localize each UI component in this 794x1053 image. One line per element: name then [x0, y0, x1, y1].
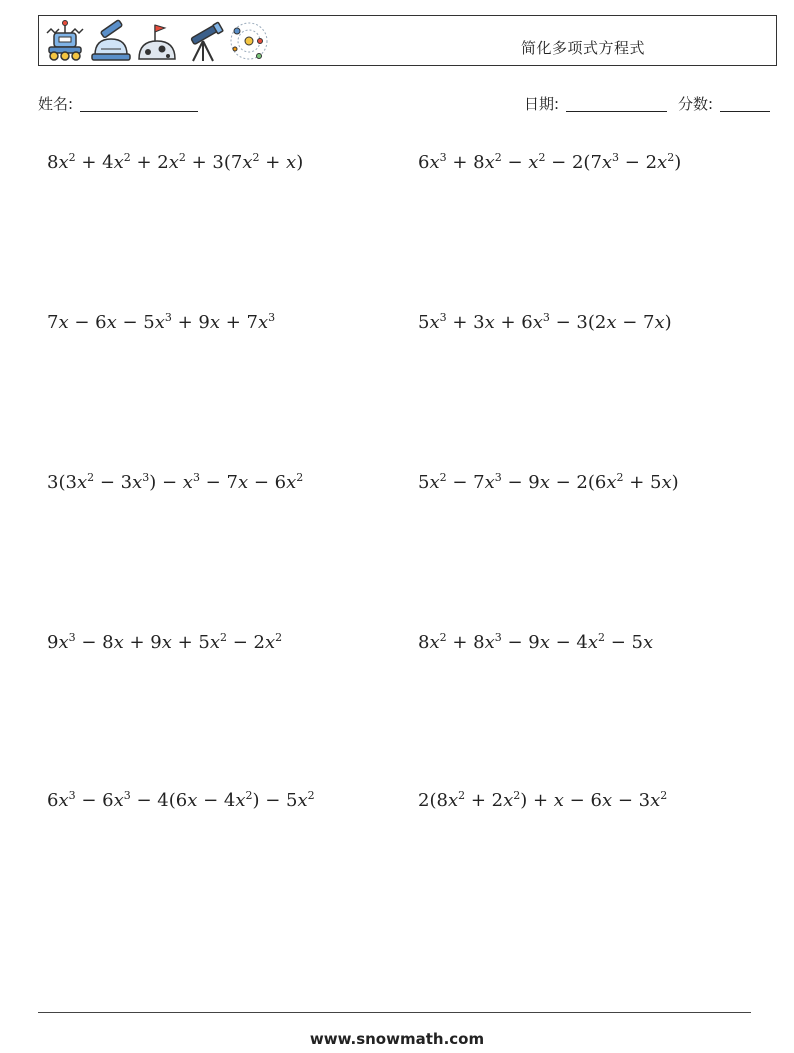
- expression-text: + 9: [123, 632, 162, 653]
- exponent: 3: [268, 311, 276, 324]
- variable: x: [429, 312, 440, 333]
- exponent: 3: [439, 311, 447, 324]
- expression-text: − 9: [501, 632, 540, 653]
- exponent: 2: [660, 789, 668, 802]
- variable: x: [113, 790, 124, 811]
- expression-text: + 2: [130, 152, 169, 173]
- exponent: 2: [252, 151, 260, 164]
- expression-text: − 7: [616, 312, 655, 333]
- exponent: 2: [245, 789, 253, 802]
- exponent: 3: [542, 311, 550, 324]
- expression-text: 6: [47, 790, 59, 811]
- expression-text: − 3: [612, 790, 651, 811]
- expression-text: + 6: [494, 312, 533, 333]
- expression-text: − 4: [549, 632, 588, 653]
- exponent: 2: [87, 471, 95, 484]
- expression-text: − 6: [248, 472, 287, 493]
- variable: x: [237, 472, 249, 493]
- exponent: 2: [275, 631, 283, 644]
- variable: x: [182, 472, 193, 493]
- expression-text: +: [259, 152, 287, 173]
- expression-text: + 9: [171, 312, 210, 333]
- exponent: 3: [68, 789, 76, 802]
- problem-3: [47, 312, 275, 333]
- variable: x: [484, 632, 495, 653]
- expression-text: ): [296, 152, 304, 173]
- exponent: 3: [142, 471, 150, 484]
- variable: x: [643, 632, 654, 653]
- expression-text: + 4: [75, 152, 114, 173]
- expression-text: + 2: [465, 790, 504, 811]
- exponent: 3: [494, 631, 502, 644]
- telescope-icon: [181, 19, 225, 63]
- variable: x: [106, 312, 117, 333]
- variable: x: [587, 632, 599, 653]
- worksheet-header: [38, 15, 777, 66]
- expression-text: − 5: [116, 312, 155, 333]
- variable: x: [661, 472, 672, 493]
- exponent: 2: [439, 631, 447, 644]
- expression-text: + 5: [623, 472, 662, 493]
- expression-text: − 5: [605, 632, 644, 653]
- expression-text: −: [501, 152, 529, 173]
- variable: x: [76, 472, 88, 493]
- variable: x: [429, 472, 440, 493]
- variable: x: [484, 152, 495, 173]
- variable: x: [447, 790, 459, 811]
- name-blank[interactable]: [80, 111, 198, 112]
- variable: x: [187, 790, 198, 811]
- exponent: 2: [538, 151, 546, 164]
- variable: x: [528, 152, 539, 173]
- exponent: 2: [296, 471, 304, 484]
- problem-9: [47, 790, 315, 811]
- problem-6: [418, 472, 679, 493]
- exponent: 2: [667, 151, 675, 164]
- expression-text: ) +: [520, 790, 554, 811]
- expression-text: − 4(6: [130, 790, 188, 811]
- exponent: 2: [598, 631, 606, 644]
- variable: x: [258, 312, 269, 333]
- expression-text: 3(3: [47, 472, 77, 493]
- expression-text: 9: [47, 632, 59, 653]
- exponent: 3: [192, 471, 200, 484]
- name-label: 姓名:: [38, 95, 74, 113]
- expression-text: − 8: [75, 632, 114, 653]
- expression-text: ) −: [149, 472, 183, 493]
- exponent: 2: [220, 631, 228, 644]
- variable: x: [657, 152, 668, 173]
- expression-text: + 7: [220, 312, 259, 333]
- expression-text: − 2(7: [545, 152, 602, 173]
- expression-text: 5: [418, 312, 430, 333]
- exponent: 3: [439, 151, 447, 164]
- expression-text: 8: [47, 152, 59, 173]
- score-label: 分数:: [678, 95, 714, 113]
- exponent: 3: [123, 789, 131, 802]
- expression-text: 2(8: [418, 790, 448, 811]
- problem-10: [418, 790, 667, 811]
- exponent: 2: [178, 151, 186, 164]
- exponent: 3: [164, 311, 172, 324]
- variable: x: [484, 472, 495, 493]
- exponent: 2: [616, 471, 624, 484]
- footer-divider: [38, 1012, 751, 1013]
- exponent: 2: [494, 151, 502, 164]
- worksheet-title: 简化多项式方程式: [521, 39, 646, 57]
- variable: x: [539, 472, 550, 493]
- variable: x: [532, 312, 543, 333]
- variable: x: [429, 632, 440, 653]
- variable: x: [154, 312, 165, 333]
- variable: x: [265, 632, 276, 653]
- expression-text: + 8: [446, 152, 485, 173]
- variable: x: [297, 790, 308, 811]
- variable: x: [553, 790, 564, 811]
- variable: x: [168, 152, 179, 173]
- expression-text: − 3(2: [549, 312, 607, 333]
- variable: x: [484, 312, 495, 333]
- variable: x: [235, 790, 246, 811]
- problem-7: [47, 632, 282, 653]
- variable: x: [58, 632, 69, 653]
- expression-text: ): [664, 312, 672, 333]
- variable: x: [242, 152, 253, 173]
- problem-5: [47, 472, 303, 493]
- exponent: 2: [307, 789, 315, 802]
- score-blank[interactable]: [720, 111, 770, 112]
- expression-text: − 2: [619, 152, 658, 173]
- robot-rover-icon: [43, 19, 87, 63]
- solar-system-icon: [227, 19, 271, 63]
- expression-text: + 5: [171, 632, 210, 653]
- expression-text: − 4: [197, 790, 236, 811]
- exponent: 3: [612, 151, 620, 164]
- expression-text: ): [671, 472, 679, 493]
- expression-text: − 6: [68, 312, 107, 333]
- variable: x: [161, 632, 172, 653]
- variable: x: [58, 312, 69, 333]
- footer-url: www.snowmath.com: [309, 1030, 485, 1048]
- expression-text: − 2: [227, 632, 266, 653]
- expression-text: 8: [418, 632, 430, 653]
- expression-text: − 9: [501, 472, 540, 493]
- exponent: 2: [439, 471, 447, 484]
- expression-text: − 6: [75, 790, 114, 811]
- variable: x: [429, 152, 440, 173]
- expression-text: 5: [418, 472, 430, 493]
- problem-4: [418, 312, 672, 333]
- exponent: 3: [494, 471, 502, 484]
- variable: x: [601, 152, 613, 173]
- expression-text: − 2(6: [549, 472, 607, 493]
- expression-text: 7: [47, 312, 59, 333]
- problem-1: [47, 152, 303, 173]
- problem-2: [418, 152, 681, 173]
- expression-text: ): [674, 152, 682, 173]
- variable: x: [58, 152, 69, 173]
- expression-text: + 3(7: [185, 152, 243, 173]
- expression-text: + 3: [446, 312, 485, 333]
- expression-text: − 3: [94, 472, 133, 493]
- variable: x: [132, 472, 143, 493]
- variable: x: [539, 632, 550, 653]
- variable: x: [650, 790, 661, 811]
- problem-8: [418, 632, 653, 653]
- date-blank[interactable]: [566, 111, 667, 112]
- variable: x: [606, 312, 617, 333]
- telescope-dome-icon: [89, 19, 133, 63]
- variable: x: [209, 312, 221, 333]
- variable: x: [654, 312, 665, 333]
- expression-text: 6: [418, 152, 430, 173]
- expression-text: ) − 5: [252, 790, 298, 811]
- expression-text: − 7: [446, 472, 485, 493]
- exponent: 3: [68, 631, 76, 644]
- variable: x: [209, 632, 221, 653]
- expression-text: + 8: [446, 632, 485, 653]
- exponent: 2: [123, 151, 131, 164]
- variable: x: [606, 472, 617, 493]
- moon-flag-icon: [135, 19, 179, 63]
- exponent: 2: [458, 789, 466, 802]
- variable: x: [503, 790, 514, 811]
- variable: x: [113, 632, 124, 653]
- header-icons: [43, 19, 271, 63]
- exponent: 2: [513, 789, 521, 802]
- expression-text: − 6: [563, 790, 602, 811]
- exponent: 2: [68, 151, 76, 164]
- variable: x: [286, 152, 297, 173]
- variable: x: [601, 790, 613, 811]
- variable: x: [58, 790, 69, 811]
- expression-text: − 7: [199, 472, 238, 493]
- date-label: 日期:: [524, 95, 560, 113]
- variable: x: [286, 472, 297, 493]
- variable: x: [113, 152, 124, 173]
